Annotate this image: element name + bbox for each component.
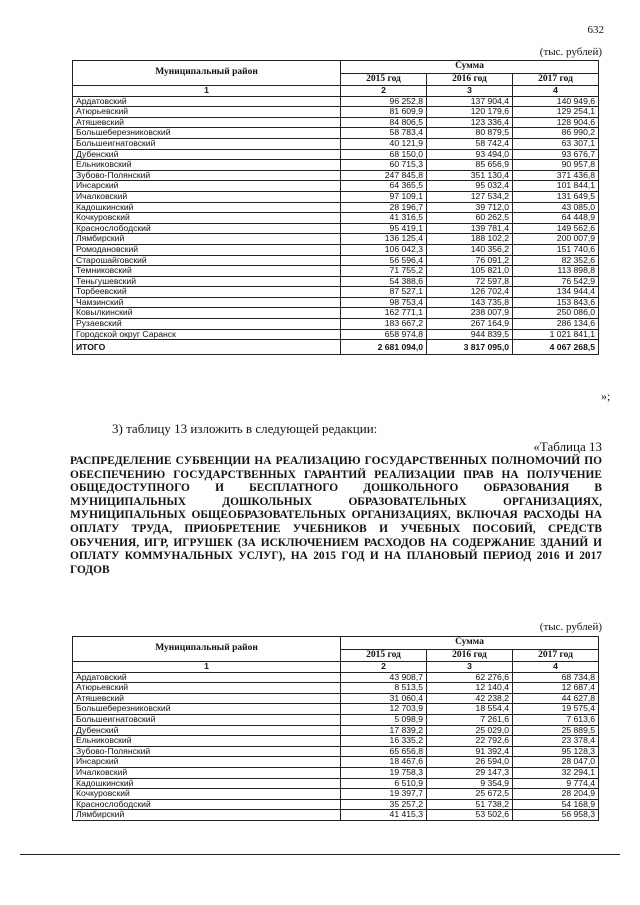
- value-2016: 944 839,5: [427, 329, 513, 340]
- value-2015: 183 667,2: [341, 319, 427, 330]
- district-name: Кочкуровский: [73, 213, 341, 224]
- table-heading: РАСПРЕДЕЛЕНИЕ СУБВЕНЦИИ НА РЕАЛИЗАЦИЮ ГОСУДАРСТВЕННЫХ ПОЛНОМОЧИЙ ПО ОБЕСПЕЧЕНИЮ ГОСУДАРСТВЕННЫХ ГАРАНТИЙ РЕАЛИЗАЦИИ ПРАВ НА ПОЛУЧЕНИЕ ОБЩЕДОСТУПНОГО И БЕСПЛАТНОГО ДОШКОЛЬНОГО ОБРАЗОВАНИЯ В МУНИЦИПАЛЬНЫХ ДОШКОЛЬНЫХ ОБРАЗОВАТЕЛЬНЫХ ОРГАНИЗАЦИЯХ, МУНИЦИПАЛЬНЫХ ОБЩЕОБРАЗОВАТЕЛЬНЫХ ОРГАНИЗАЦИЯХ, ВКЛЮЧАЯ РАСХОДЫ НА ОПЛАТУ ТРУДА, ПРИОБРЕТЕНИЕ УЧЕБНИКОВ И УЧЕБНЫХ ПОСОБИЙ, СРЕДСТВ ОБУЧЕНИЯ, ИГР, ИГРУШЕК (ЗА ИСКЛЮЧЕНИЕМ РАСХОДОВ НА СОДЕРЖАНИЕ ЗДАНИЙ И ОПЛАТУ КОММУНАЛЬНЫХ УСЛУГ), НА 2015 ГОД И НА ПЛАНОВЫЙ ПЕРИОД 2016 И 2017 ГОДОВ: [70, 455, 602, 576]
- value-2017: 95 128,3: [513, 746, 599, 757]
- column-number: 3: [427, 86, 513, 97]
- value-2017: 153 843,6: [513, 297, 599, 308]
- table-row: [73, 128, 599, 139]
- value-2015: 6 510,9: [341, 778, 427, 789]
- district-name: Дубенский: [73, 149, 341, 160]
- column-number: 4: [513, 86, 599, 97]
- value-2017: 90 957,8: [513, 160, 599, 171]
- table-row: [73, 96, 599, 107]
- value-2017: 25 889,5: [513, 725, 599, 736]
- value-2017: 44 627,8: [513, 693, 599, 704]
- value-2015: 58 783,4: [341, 128, 427, 139]
- table-row: [73, 672, 599, 683]
- value-2017: 7 613,6: [513, 714, 599, 725]
- table-row: [73, 244, 599, 255]
- value-2016: 9 354,9: [427, 778, 513, 789]
- value-2017: 129 254,1: [513, 107, 599, 118]
- value-2015: 136 125,4: [341, 234, 427, 245]
- table-row: [73, 329, 599, 340]
- table-row: [73, 191, 599, 202]
- header-year-2017: 2017 год: [513, 74, 599, 86]
- amendment-intro: 3) таблицу 13 изложить в следующей редакции:: [112, 421, 378, 436]
- value-2016: 123 336,4: [427, 117, 513, 128]
- district-name: Большеигнатовский: [73, 138, 341, 149]
- table-row: [73, 746, 599, 757]
- district-name: Торбеевский: [73, 287, 341, 298]
- table-body: [73, 672, 599, 820]
- value-2015: 40 121,9: [341, 138, 427, 149]
- value-2016: 7 261,6: [427, 714, 513, 725]
- value-2016: 62 276,6: [427, 672, 513, 683]
- district-name: Большеберезниковский: [73, 128, 341, 139]
- value-2016: 29 147,3: [427, 767, 513, 778]
- value-2015: 54 388,6: [341, 276, 427, 287]
- value-2016: 25 672,5: [427, 789, 513, 800]
- value-2015: 60 715,3: [341, 160, 427, 171]
- district-name: Зубово-Полянский: [73, 746, 341, 757]
- district-name: Городской округ Саранск: [73, 329, 341, 340]
- district-name: Инсарский: [73, 757, 341, 768]
- value-2017: 12 687,4: [513, 683, 599, 694]
- header-district: Муниципальный район: [73, 637, 341, 662]
- value-2015: 162 771,1: [341, 308, 427, 319]
- value-2015: 2 681 094,0: [341, 340, 427, 355]
- value-2017: 63 307,1: [513, 138, 599, 149]
- table-row: [73, 213, 599, 224]
- value-2017: 1 021 841,1: [513, 329, 599, 340]
- table-row: [73, 160, 599, 171]
- value-2016: 238 007,9: [427, 308, 513, 319]
- value-2016: 80 879,5: [427, 128, 513, 139]
- table-row: [73, 789, 599, 800]
- column-number: 3: [427, 662, 513, 673]
- header-year-2017: 2017 год: [513, 650, 599, 662]
- value-2015: 28 196,7: [341, 202, 427, 213]
- table-row: [73, 170, 599, 181]
- value-2016: 72 597,8: [427, 276, 513, 287]
- district-name: Краснослободский: [73, 799, 341, 810]
- district-name: Ичалковский: [73, 767, 341, 778]
- value-2016: 188 102,2: [427, 234, 513, 245]
- district-name: Лямбирский: [73, 810, 341, 821]
- district-name: Большеберезниковский: [73, 704, 341, 715]
- value-2016: 42 238,2: [427, 693, 513, 704]
- value-2017: 43 085,0: [513, 202, 599, 213]
- value-2016: 267 164,9: [427, 319, 513, 330]
- value-2015: 56 596,4: [341, 255, 427, 266]
- value-2015: 98 753,4: [341, 297, 427, 308]
- value-2017: 128 904,6: [513, 117, 599, 128]
- value-2015: 41 415,3: [341, 810, 427, 821]
- table-row: [73, 181, 599, 192]
- closing-quote-mark: »;: [601, 389, 611, 403]
- value-2015: 18 467,6: [341, 757, 427, 768]
- value-2017: 68 734,8: [513, 672, 599, 683]
- table-row: [73, 683, 599, 694]
- value-2016: 3 817 095,0: [427, 340, 513, 355]
- header-sum: Сумма: [341, 61, 599, 74]
- value-2015: 41 316,5: [341, 213, 427, 224]
- district-name: Старошайговский: [73, 255, 341, 266]
- table-row: [73, 319, 599, 330]
- value-2017: 54 168,9: [513, 799, 599, 810]
- value-2016: 51 738,2: [427, 799, 513, 810]
- value-2016: 351 130,4: [427, 170, 513, 181]
- column-number: 1: [73, 662, 341, 673]
- total-row: [73, 340, 599, 355]
- value-2016: 60 262,5: [427, 213, 513, 224]
- value-2016: 93 494,0: [427, 149, 513, 160]
- unit-label: (тыс. рублей): [539, 46, 602, 58]
- value-2017: 64 448,9: [513, 213, 599, 224]
- value-2016: 91 392,4: [427, 746, 513, 757]
- value-2016: 25 029,0: [427, 725, 513, 736]
- value-2017: 151 740,6: [513, 244, 599, 255]
- value-2015: 16 335,2: [341, 736, 427, 747]
- subsidy-table-13: [72, 636, 599, 821]
- table-row: [73, 107, 599, 118]
- district-name: Зубово-Полянский: [73, 170, 341, 181]
- district-name: Ельниковский: [73, 160, 341, 171]
- value-2017: 56 958,3: [513, 810, 599, 821]
- value-2015: 247 845,8: [341, 170, 427, 181]
- value-2016: 22 792,6: [427, 736, 513, 747]
- value-2016: 105 821,0: [427, 266, 513, 277]
- value-2015: 96 252,8: [341, 96, 427, 107]
- table-row: [73, 202, 599, 213]
- district-name: Большеигнатовский: [73, 714, 341, 725]
- district-name: Ардатовский: [73, 96, 341, 107]
- value-2017: 134 944,4: [513, 287, 599, 298]
- value-2016: 39 712,0: [427, 202, 513, 213]
- value-2015: 5 098,9: [341, 714, 427, 725]
- header-sum: Сумма: [341, 637, 599, 650]
- table-row: [73, 308, 599, 319]
- district-name: ИТОГО: [73, 340, 341, 355]
- column-number: 2: [341, 662, 427, 673]
- district-name: Кочкуровский: [73, 789, 341, 800]
- value-2017: 9 774,4: [513, 778, 599, 789]
- value-2016: 120 179,6: [427, 107, 513, 118]
- value-2015: 106 042,3: [341, 244, 427, 255]
- value-2017: 250 086,0: [513, 308, 599, 319]
- table-row: [73, 234, 599, 245]
- subsidy-table-12: [72, 60, 599, 355]
- value-2016: 127 534,2: [427, 191, 513, 202]
- table-row: [73, 736, 599, 747]
- district-name: Лямбирский: [73, 234, 341, 245]
- header-year-2016: 2016 год: [427, 650, 513, 662]
- district-name: Краснослободский: [73, 223, 341, 234]
- table-row: [73, 704, 599, 715]
- district-name: Теньгушевский: [73, 276, 341, 287]
- value-2015: 71 755,2: [341, 266, 427, 277]
- district-name: Ичалковский: [73, 191, 341, 202]
- value-2017: 286 134,6: [513, 319, 599, 330]
- table-reference: «Таблица 13: [533, 439, 602, 454]
- value-2016: 85 656,9: [427, 160, 513, 171]
- table-row: [73, 297, 599, 308]
- table-row: [73, 138, 599, 149]
- value-2015: 65 656,8: [341, 746, 427, 757]
- value-2015: 658 974,8: [341, 329, 427, 340]
- table-body: [73, 96, 599, 355]
- value-2017: 200 007,9: [513, 234, 599, 245]
- table-row: [73, 767, 599, 778]
- value-2015: 17 839,2: [341, 725, 427, 736]
- table-row: [73, 287, 599, 298]
- value-2017: 131 649,5: [513, 191, 599, 202]
- value-2016: 95 032,4: [427, 181, 513, 192]
- value-2016: 139 781,4: [427, 223, 513, 234]
- value-2017: 23 378,4: [513, 736, 599, 747]
- value-2016: 26 594,0: [427, 757, 513, 768]
- value-2015: 81 609,9: [341, 107, 427, 118]
- value-2017: 19 575,4: [513, 704, 599, 715]
- district-name: Кадошкинский: [73, 202, 341, 213]
- table-row: [73, 255, 599, 266]
- district-name: Ардатовский: [73, 672, 341, 683]
- value-2016: 12 140,4: [427, 683, 513, 694]
- column-number: 4: [513, 662, 599, 673]
- value-2015: 68 150,0: [341, 149, 427, 160]
- value-2017: 32 294,1: [513, 767, 599, 778]
- table-row: [73, 725, 599, 736]
- header-year-2015: 2015 год: [341, 74, 427, 86]
- value-2015: 84 806,5: [341, 117, 427, 128]
- value-2017: 149 562,6: [513, 223, 599, 234]
- value-2015: 95 419,1: [341, 223, 427, 234]
- table-row: [73, 757, 599, 768]
- district-name: Кадошкинский: [73, 778, 341, 789]
- table-row: [73, 778, 599, 789]
- value-2017: 28 047,0: [513, 757, 599, 768]
- table-row: [73, 117, 599, 128]
- value-2016: 18 554,4: [427, 704, 513, 715]
- value-2015: 8 513,5: [341, 683, 427, 694]
- value-2015: 43 908,7: [341, 672, 427, 683]
- table-row: [73, 266, 599, 277]
- value-2016: 58 742,4: [427, 138, 513, 149]
- district-name: Атюрьевский: [73, 683, 341, 694]
- value-2017: 140 949,6: [513, 96, 599, 107]
- table-row: [73, 799, 599, 810]
- table-row: [73, 223, 599, 234]
- district-name: Ромодановский: [73, 244, 341, 255]
- column-number: 2: [341, 86, 427, 97]
- district-name: Атяшевский: [73, 693, 341, 704]
- value-2017: 93 676,7: [513, 149, 599, 160]
- value-2017: 28 204,9: [513, 789, 599, 800]
- value-2017: 113 898,8: [513, 266, 599, 277]
- value-2016: 137 904,4: [427, 96, 513, 107]
- value-2016: 143 735,8: [427, 297, 513, 308]
- district-name: Инсарский: [73, 181, 341, 192]
- value-2017: 101 844,1: [513, 181, 599, 192]
- district-name: Ковылкинский: [73, 308, 341, 319]
- value-2015: 87 527,1: [341, 287, 427, 298]
- district-name: Атяшевский: [73, 117, 341, 128]
- value-2017: 82 352,6: [513, 255, 599, 266]
- district-name: Темниковский: [73, 266, 341, 277]
- value-2015: 31 060,4: [341, 693, 427, 704]
- value-2015: 64 365,5: [341, 181, 427, 192]
- value-2016: 76 091,2: [427, 255, 513, 266]
- table-row: [73, 149, 599, 160]
- district-name: Ельниковский: [73, 736, 341, 747]
- value-2015: 35 257,2: [341, 799, 427, 810]
- district-name: Атюрьевский: [73, 107, 341, 118]
- value-2016: 140 356,2: [427, 244, 513, 255]
- table-row: [73, 810, 599, 821]
- column-number: 1: [73, 86, 341, 97]
- value-2016: 126 702,4: [427, 287, 513, 298]
- value-2015: 19 397,7: [341, 789, 427, 800]
- header-year-2016: 2016 год: [427, 74, 513, 86]
- value-2017: 371 436,8: [513, 170, 599, 181]
- table-row: [73, 714, 599, 725]
- footer-rule: [20, 854, 620, 855]
- table-row: [73, 693, 599, 704]
- value-2015: 97 109,1: [341, 191, 427, 202]
- value-2015: 12 703,9: [341, 704, 427, 715]
- value-2016: 53 502,6: [427, 810, 513, 821]
- page-number: 632: [587, 24, 604, 36]
- table-row: [73, 276, 599, 287]
- header-district: Муниципальный район: [73, 61, 341, 86]
- value-2017: 4 067 268,5: [513, 340, 599, 355]
- value-2015: 19 758,3: [341, 767, 427, 778]
- district-name: Рузаевский: [73, 319, 341, 330]
- header-year-2015: 2015 год: [341, 650, 427, 662]
- district-name: Чамзинский: [73, 297, 341, 308]
- unit-label: (тыс. рублей): [539, 621, 602, 633]
- value-2017: 86 990,2: [513, 128, 599, 139]
- district-name: Дубенский: [73, 725, 341, 736]
- value-2017: 76 542,9: [513, 276, 599, 287]
